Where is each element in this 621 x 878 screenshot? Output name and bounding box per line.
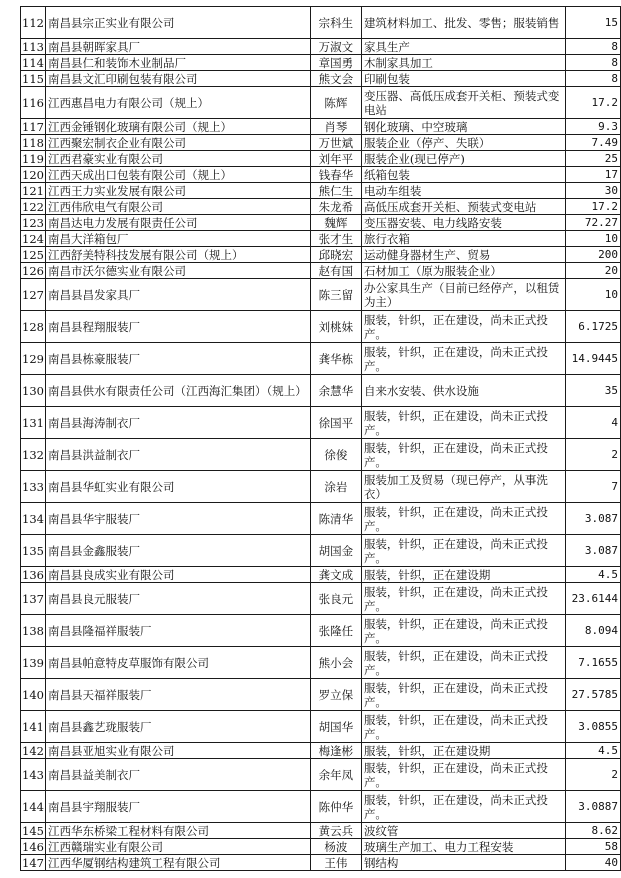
table-row [21, 311, 621, 343]
business-scope-cell: 电动车组装 [361, 183, 565, 199]
amount-cell: 9.3 [566, 119, 621, 135]
table-row [21, 199, 621, 215]
row-number-cell: 115 [22, 71, 44, 86]
row-number-cell: 119 [22, 151, 44, 166]
business-scope-cell: 服装，针织，正在建设，尚未正式投产。 [361, 535, 565, 567]
row-number-cell: 122 [22, 199, 44, 214]
table-row [21, 583, 621, 615]
business-scope-cell: 纸箱包装 [361, 167, 565, 183]
company-name-cell: 江西王力实业发展有限公司 [45, 183, 310, 199]
row-number-cell: 125 [22, 247, 44, 262]
table-row [21, 215, 621, 231]
legal-person-cell: 赵有国 [310, 263, 361, 279]
amount-cell: 20 [566, 263, 621, 279]
company-name-cell: 南昌县华宇服装厂 [45, 503, 310, 535]
business-scope-cell: 服装，针织，正在建设，尚未正式投产。 [361, 791, 565, 823]
table-row [21, 535, 621, 567]
amount-cell: 8 [566, 71, 621, 87]
business-scope-cell: 自来水安装、供水设施 [361, 375, 565, 407]
amount-cell: 10 [566, 231, 621, 247]
company-name-cell: 江西天成出口包装有限公司（规上） [45, 167, 310, 183]
legal-person-cell: 余年凤 [310, 759, 361, 791]
table-row [21, 7, 621, 39]
row-number-cell: 134 [21, 503, 46, 535]
amount-cell: 3.0855 [566, 711, 621, 743]
company-name-cell: 南昌县朝晖家具厂 [45, 39, 310, 55]
company-name-cell: 南昌县文汇印刷包装有限公司 [45, 71, 310, 87]
legal-person-cell: 胡国金 [310, 535, 361, 567]
business-scope-cell: 服装，针织，正在建设，尚未正式投产。 [361, 311, 565, 343]
table-row [21, 439, 621, 471]
table-row [21, 263, 621, 279]
table-row [21, 839, 621, 855]
business-scope-cell: 旅行衣箱 [361, 231, 565, 247]
amount-cell: 17.2 [566, 199, 621, 215]
row-number-cell: 123 [22, 215, 44, 230]
company-name-cell: 南昌县隆福祥服装厂 [45, 615, 310, 647]
legal-person-cell: 陈仲华 [310, 791, 361, 823]
table-row [21, 71, 621, 87]
row-number-cell: 118 [22, 135, 44, 150]
business-scope-cell: 服装，针织，正在建设，尚未正式投产。 [361, 583, 565, 615]
legal-person-cell: 罗立保 [310, 679, 361, 711]
legal-person-cell: 杨波 [310, 839, 361, 855]
business-scope-cell: 服装，针织，正在建设，尚未正式投产。 [361, 503, 565, 535]
legal-person-cell: 邱晓宏 [310, 247, 361, 263]
business-scope-cell: 服装，针织，正在建设，尚未正式投产。 [361, 615, 565, 647]
table-row [21, 791, 621, 823]
company-name-cell: 南昌县宇翔服装厂 [45, 791, 310, 823]
row-number-cell: 114 [22, 55, 44, 70]
row-number-cell: 126 [22, 263, 44, 278]
legal-person-cell: 章国勇 [310, 55, 361, 71]
row-number-cell: 127 [21, 279, 46, 311]
row-number-cell: 144 [21, 791, 46, 823]
company-name-cell: 南昌县亚旭实业有限公司 [45, 743, 310, 759]
row-number-cell: 143 [21, 759, 46, 791]
table-row [21, 151, 621, 167]
legal-person-cell: 龚华栋 [310, 343, 361, 375]
table-row [21, 231, 621, 247]
business-scope-cell: 家具生产 [361, 39, 565, 55]
amount-cell: 3.087 [566, 503, 621, 535]
row-number-cell: 121 [22, 183, 44, 198]
business-scope-cell: 建筑材料加工、批发、零售；服装销售 [361, 7, 565, 39]
row-number-cell: 136 [22, 567, 44, 582]
amount-cell: 3.087 [566, 535, 621, 567]
amount-cell: 17.2 [566, 87, 621, 119]
table-row [21, 615, 621, 647]
table-row [21, 343, 621, 375]
table-row [21, 119, 621, 135]
legal-person-cell: 刘桃妹 [310, 311, 361, 343]
business-scope-cell: 服装，针织，正在建设，尚未正式投产。 [361, 759, 565, 791]
business-scope-cell: 玻璃生产加工、电力工程安装 [361, 839, 565, 855]
company-name-cell: 南昌县益美制衣厂 [45, 759, 310, 791]
amount-cell: 14.9445 [566, 343, 621, 375]
table-row [21, 823, 621, 839]
legal-person-cell: 陈辉 [310, 87, 361, 119]
amount-cell: 40 [566, 855, 621, 871]
company-name-cell: 南昌县良成实业有限公司 [45, 567, 310, 583]
company-name-cell: 南昌县天福祥服装厂 [45, 679, 310, 711]
company-name-cell: 江西舒美特科技发展有限公司（规上） [45, 247, 310, 263]
legal-person-cell: 熊文会 [310, 71, 361, 87]
amount-cell: 6.1725 [566, 311, 621, 343]
company-name-cell: 南昌达电力发展有限责任公司 [45, 215, 310, 231]
legal-person-cell: 梅逢彬 [310, 743, 361, 759]
business-scope-cell: 服装企业(现已停产) [361, 151, 565, 167]
amount-cell: 30 [566, 183, 621, 199]
company-name-cell: 南昌县海涛制衣厂 [45, 407, 310, 439]
row-number-cell: 117 [22, 119, 44, 134]
amount-cell: 7 [566, 471, 621, 503]
amount-cell: 200 [566, 247, 621, 263]
business-scope-cell: 石材加工（原为服装企业） [361, 263, 565, 279]
amount-cell: 8.62 [566, 823, 621, 839]
business-scope-cell: 变压器安装、电力线路安装 [361, 215, 565, 231]
row-number-cell: 146 [22, 839, 44, 854]
business-scope-cell: 服装企业（停产、失联） [361, 135, 565, 151]
company-name-cell: 江西聚宏制衣企业有限公司 [45, 135, 310, 151]
table-row [21, 247, 621, 263]
row-number-cell: 141 [21, 711, 46, 743]
legal-person-cell: 徐俊 [310, 439, 361, 471]
amount-cell: 35 [566, 375, 621, 407]
business-scope-cell: 服装，针织，正在建设，尚未正式投产。 [361, 711, 565, 743]
company-name-cell: 南昌县洪益制衣厂 [45, 439, 310, 471]
table-row [21, 279, 621, 311]
company-name-cell: 南昌县金鑫服装厂 [45, 535, 310, 567]
row-number-cell: 120 [22, 167, 44, 182]
business-scope-cell: 高低压成套开关柜、预装式变电站 [361, 199, 565, 215]
legal-person-cell: 刘年平 [310, 151, 361, 167]
table-row [21, 743, 621, 759]
business-scope-cell: 服装，针织，正在建设期 [361, 567, 565, 583]
row-number-cell: 130 [21, 375, 46, 407]
legal-person-cell: 熊仁生 [310, 183, 361, 199]
legal-person-cell: 钱春华 [310, 167, 361, 183]
row-number-cell: 132 [21, 439, 46, 471]
company-name-cell: 江西华东桥梁工程材料有限公司 [45, 823, 310, 839]
amount-cell: 25 [566, 151, 621, 167]
legal-person-cell: 张隆任 [310, 615, 361, 647]
amount-cell: 58 [566, 839, 621, 855]
legal-person-cell: 宗科生 [310, 7, 361, 39]
company-name-cell: 南昌县栋豪服装厂 [45, 343, 310, 375]
row-number-cell: 147 [22, 855, 44, 870]
row-number-cell: 138 [21, 615, 46, 647]
business-scope-cell: 服装，针织，正在建设，尚未正式投产。 [361, 343, 565, 375]
legal-person-cell: 张良元 [310, 583, 361, 615]
table-row [21, 855, 621, 871]
row-number-cell: 129 [21, 343, 46, 375]
table-row [21, 503, 621, 535]
company-name-cell: 南昌大洋箱包厂 [45, 231, 310, 247]
amount-cell: 3.0887 [566, 791, 621, 823]
table-row [21, 55, 621, 71]
row-number-cell: 131 [21, 407, 46, 439]
row-number-cell: 116 [21, 87, 46, 119]
business-scope-cell: 服装，针织，正在建设，尚未正式投产。 [361, 679, 565, 711]
amount-cell: 2 [566, 439, 621, 471]
company-name-cell: 江西赣瑞实业有限公司 [45, 839, 310, 855]
company-name-cell: 南昌县宗正实业有限公司 [45, 7, 310, 39]
legal-person-cell: 胡国华 [310, 711, 361, 743]
row-number-cell: 139 [21, 647, 46, 679]
table-row [21, 135, 621, 151]
legal-person-cell: 龚文成 [310, 567, 361, 583]
legal-person-cell: 万淑文 [310, 39, 361, 55]
row-number-cell: 112 [21, 7, 46, 39]
amount-cell: 7.1655 [566, 647, 621, 679]
enterprise-table [20, 6, 621, 871]
table-body [21, 7, 621, 871]
row-number-cell: 113 [22, 39, 44, 54]
legal-person-cell: 朱龙希 [310, 199, 361, 215]
table-row [21, 183, 621, 199]
table-row [21, 647, 621, 679]
table-row [21, 471, 621, 503]
legal-person-cell: 魏辉 [310, 215, 361, 231]
table-row [21, 39, 621, 55]
company-name-cell: 江西君豪实业有限公司 [45, 151, 310, 167]
amount-cell: 4.5 [566, 567, 621, 583]
amount-cell: 2 [566, 759, 621, 791]
business-scope-cell: 服装加工及贸易（现已停产，从事洗衣） [361, 471, 565, 503]
business-scope-cell: 钢结构 [361, 855, 565, 871]
legal-person-cell: 黄云兵 [310, 823, 361, 839]
business-scope-cell: 服装，针织，正在建设，尚未正式投产。 [361, 407, 565, 439]
table-row [21, 167, 621, 183]
company-name-cell: 南昌县仁和装饰木业制品厂 [45, 55, 310, 71]
company-name-cell: 南昌市沃尔德实业有限公司 [45, 263, 310, 279]
row-number-cell: 133 [21, 471, 46, 503]
amount-cell: 8 [566, 39, 621, 55]
table-row [21, 87, 621, 119]
table-row [21, 567, 621, 583]
business-scope-cell: 办公家具生产（目前已经停产，以租赁为主） [361, 279, 565, 311]
company-name-cell: 南昌县昌发家具厂 [45, 279, 310, 311]
table-row [21, 375, 621, 407]
legal-person-cell: 陈清华 [310, 503, 361, 535]
row-number-cell: 142 [22, 743, 44, 758]
company-name-cell: 南昌县华虹实业有限公司 [45, 471, 310, 503]
amount-cell: 17 [566, 167, 621, 183]
legal-person-cell: 陈三留 [310, 279, 361, 311]
legal-person-cell: 徐国平 [310, 407, 361, 439]
company-name-cell: 南昌县良元服装厂 [45, 583, 310, 615]
company-name-cell: 南昌县帕意特皮草服饰有限公司 [45, 647, 310, 679]
business-scope-cell: 木制家具加工 [361, 55, 565, 71]
table-row [21, 407, 621, 439]
legal-person-cell: 涂岩 [310, 471, 361, 503]
amount-cell: 10 [566, 279, 621, 311]
amount-cell: 27.5785 [566, 679, 621, 711]
company-name-cell: 江西伟欣电气有限公司 [45, 199, 310, 215]
row-number-cell: 135 [21, 535, 46, 567]
legal-person-cell: 余慧华 [310, 375, 361, 407]
company-name-cell: 南昌县程翔服装厂 [45, 311, 310, 343]
business-scope-cell: 运动健身器材生产、贸易 [361, 247, 565, 263]
table-row [21, 759, 621, 791]
amount-cell: 4 [566, 407, 621, 439]
business-scope-cell: 服装，针织，正在建设，尚未正式投产。 [361, 647, 565, 679]
row-number-cell: 140 [21, 679, 46, 711]
business-scope-cell: 波纹管 [361, 823, 565, 839]
row-number-cell: 124 [22, 231, 44, 246]
amount-cell: 8 [566, 55, 621, 71]
row-number-cell: 137 [21, 583, 46, 615]
amount-cell: 8.094 [566, 615, 621, 647]
business-scope-cell: 钢化玻璃、中空玻璃 [361, 119, 565, 135]
company-name-cell: 江西金锤钢化玻璃有限公司（规上） [45, 119, 310, 135]
company-name-cell: 南昌县供水有限责任公司（江西海汇集团）（规上） [45, 375, 310, 407]
legal-person-cell: 肖琴 [310, 119, 361, 135]
table-row [21, 711, 621, 743]
row-number-cell: 128 [21, 311, 46, 343]
legal-person-cell: 熊小会 [310, 647, 361, 679]
amount-cell: 4.5 [566, 743, 621, 759]
business-scope-cell: 变压器、高低压成套开关柜、预装式变电站 [361, 87, 565, 119]
row-number-cell: 145 [22, 823, 44, 838]
company-name-cell: 江西华厦钢结构建筑工程有限公司 [45, 855, 310, 871]
business-scope-cell: 印刷包装 [361, 71, 565, 87]
business-scope-cell: 服装，针织，正在建设，尚未正式投产。 [361, 439, 565, 471]
legal-person-cell: 万世斌 [310, 135, 361, 151]
business-scope-cell: 服装，针织，正在建设期 [361, 743, 565, 759]
company-name-cell: 江西惠昌电力有限公司（规上） [45, 87, 310, 119]
amount-cell: 23.6144 [566, 583, 621, 615]
table-row [21, 679, 621, 711]
company-name-cell: 南昌县鑫艺珑服装厂 [45, 711, 310, 743]
legal-person-cell: 王伟 [310, 855, 361, 871]
amount-cell: 7.49 [566, 135, 621, 151]
legal-person-cell: 张才生 [310, 231, 361, 247]
amount-cell: 15 [566, 7, 621, 39]
amount-cell: 72.27 [566, 215, 621, 231]
